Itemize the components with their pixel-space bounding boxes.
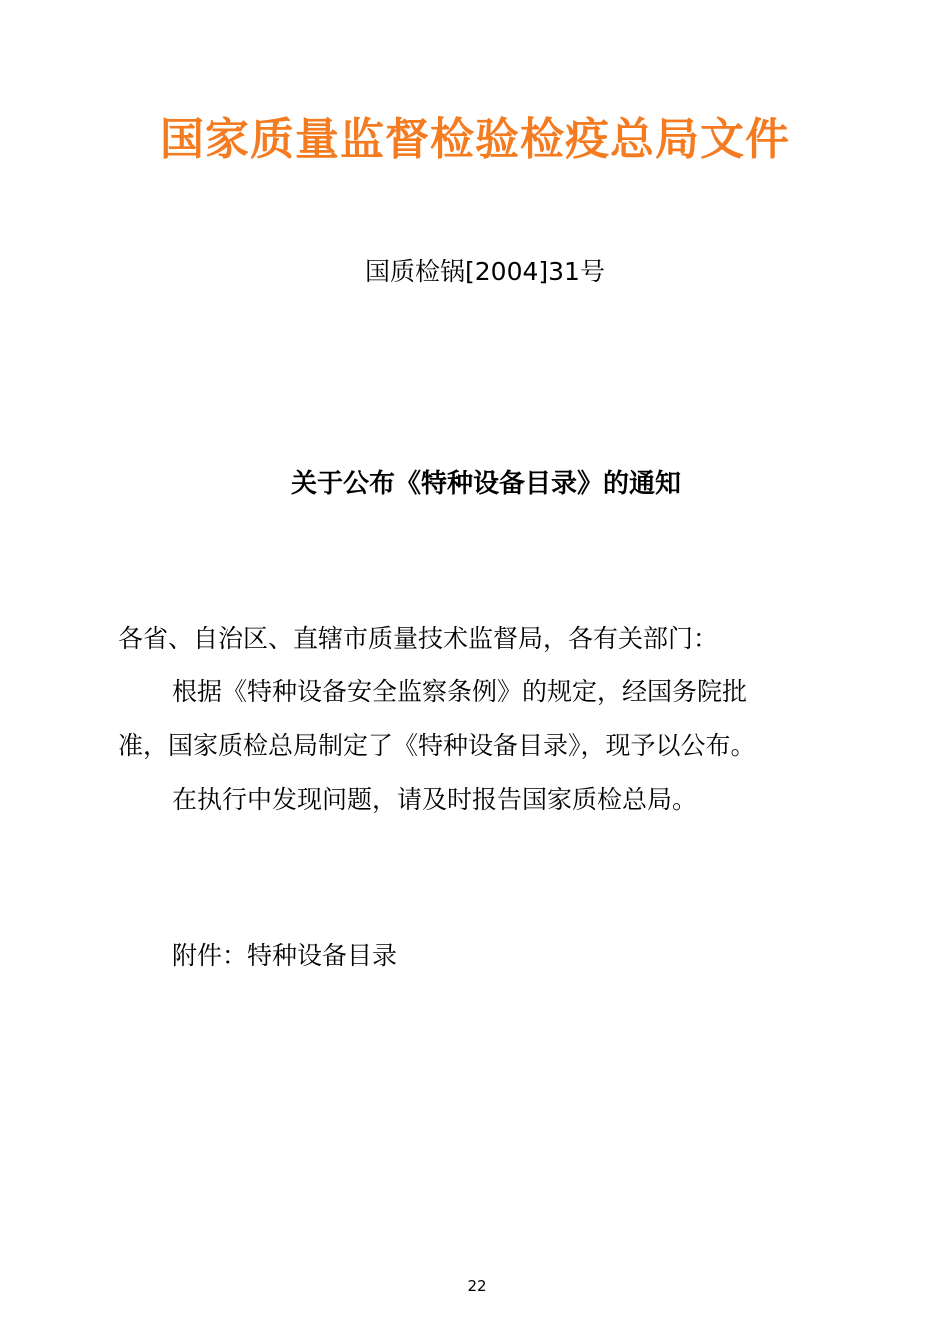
- attachment-line: 附件：特种设备目录: [172, 941, 398, 970]
- paragraph-1-line-1: 根据《特种设备安全监察条例》的规定，经国务院批: [172, 677, 748, 706]
- notice-title: 关于公布《特种设备目录》的通知: [290, 469, 681, 499]
- page-number: 22: [467, 1277, 487, 1295]
- addressee-line: 各省、自治区、直辖市质量技术监督局，各有关部门：: [118, 624, 719, 653]
- document-header-title: 国家质量监督检验检疫总局文件: [160, 114, 790, 165]
- document-number: 国质检锅[2004]31号: [365, 257, 605, 286]
- paragraph-1-line-2: 准，国家质检总局制定了《特种设备目录》，现予以公布。: [118, 731, 756, 760]
- paragraph-2: 在执行中发现问题，请及时报告国家质检总局。: [172, 785, 698, 814]
